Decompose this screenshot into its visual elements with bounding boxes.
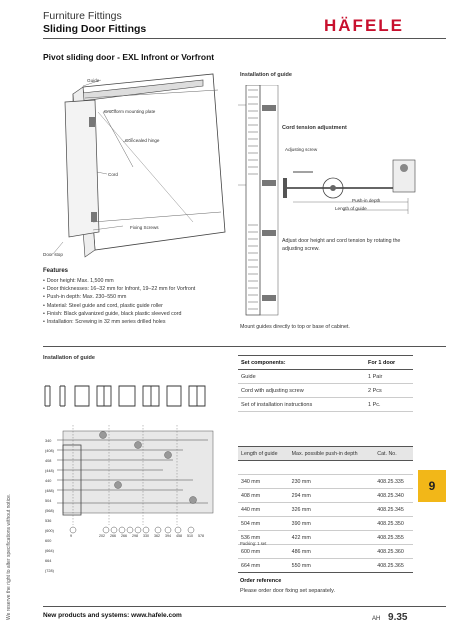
footer-page-number: 9.35 bbox=[388, 612, 408, 623]
dim-row: 504 (568) bbox=[45, 499, 54, 513]
table-cell: 550 mm bbox=[291, 562, 311, 569]
table-cell: 2 Pcs bbox=[368, 387, 382, 394]
components-table bbox=[238, 355, 413, 412]
label-door-stop: Door stop bbox=[43, 252, 63, 257]
dim-row: 340 (408) bbox=[45, 439, 54, 453]
hinge-bottom bbox=[91, 212, 97, 222]
table-cell: 600 mm bbox=[241, 548, 261, 555]
brand-logo: HÄFELE bbox=[324, 16, 404, 35]
header-category: Furniture Fittings bbox=[43, 10, 122, 22]
middle-rule bbox=[43, 346, 446, 347]
feature-item: • Installation: Screwing in 32 mm series drilled holes bbox=[43, 318, 195, 326]
cabinet-diagram bbox=[43, 72, 233, 267]
table-row bbox=[238, 503, 413, 517]
table-cell: 408.25.350 bbox=[377, 520, 404, 527]
table-cell: 536 mm bbox=[241, 534, 261, 541]
dim-row: 440 (488) bbox=[45, 479, 54, 493]
table-cell: 1 Pair bbox=[368, 373, 383, 380]
dim-row: 600 (664) bbox=[45, 539, 54, 553]
side-note-text: We reserve the right to alter specifications without notice. bbox=[6, 493, 12, 620]
side-note bbox=[6, 440, 16, 620]
installation-title: Installation of guide bbox=[240, 72, 292, 78]
label-cord: Cord bbox=[108, 172, 118, 177]
table-cell: 326 mm bbox=[291, 506, 311, 513]
dim-label: 458 bbox=[176, 534, 182, 538]
table-row bbox=[238, 489, 413, 503]
dim-label: 9 bbox=[70, 534, 72, 538]
table-row bbox=[238, 545, 413, 559]
table-cell: 408.25.360 bbox=[377, 548, 404, 555]
dim-label: 330 bbox=[143, 534, 149, 538]
label-hinge: Concealed hinge bbox=[125, 138, 160, 143]
feature-item: • Door thicknesses: 16–32 mm for Infront, 19–22 mm for Vorfront bbox=[43, 285, 195, 293]
table-row bbox=[238, 475, 413, 489]
mount-note: Mount guides directly to top or base of cabinet. bbox=[240, 324, 350, 330]
table-header-cell: Length of guide bbox=[241, 450, 278, 457]
table-cell: 422 mm bbox=[291, 534, 311, 541]
table-header-cell: Max. possible push-in depth bbox=[291, 450, 358, 457]
table-cell: Guide bbox=[241, 373, 256, 380]
feature-item: • Material: Steel guide and cord, plastic guide roller bbox=[43, 302, 195, 310]
table-cell: 408.25.355 bbox=[377, 534, 404, 541]
table-header-cell: Cat. No. bbox=[377, 450, 397, 457]
table-cell: 408 mm bbox=[241, 492, 261, 499]
table-cell: 408.25.365 bbox=[377, 562, 404, 569]
dim-label: 510 bbox=[187, 534, 193, 538]
table-row bbox=[238, 398, 413, 412]
install-bottom-title: Installation of guide bbox=[43, 355, 95, 361]
table-cell: Cord with adjusting screw bbox=[241, 387, 304, 394]
dim-row: 664 (728) bbox=[45, 559, 54, 573]
footer-page bbox=[372, 612, 407, 623]
spacer-row bbox=[238, 461, 413, 475]
order-reference-text: Please order door fixing set separately. bbox=[240, 588, 335, 594]
order-reference-title: Order reference bbox=[240, 578, 282, 584]
feature-item: • Finish: Black galvanized guide, black plastic sleeved cord bbox=[43, 310, 195, 318]
table-cell: 1 Pc. bbox=[368, 401, 381, 408]
door-sequence-diagram bbox=[43, 382, 218, 412]
table-cell: 340 mm bbox=[241, 478, 261, 485]
dim-row: 408 (448) bbox=[45, 459, 54, 473]
cord-tension-title: Cord tension adjustment bbox=[282, 125, 347, 131]
dim-label: 298 bbox=[132, 534, 138, 538]
feature-item: • Push-in depth: Max. 230–550 mm bbox=[43, 293, 195, 301]
dim-label: 394 bbox=[165, 534, 171, 538]
dim-label: 266 bbox=[110, 534, 116, 538]
label-screws: Fixing Screws bbox=[130, 225, 159, 230]
guide-header-row bbox=[238, 447, 413, 461]
table-cell: 486 mm bbox=[291, 548, 311, 555]
guide-table bbox=[238, 446, 413, 573]
table-row bbox=[238, 559, 413, 573]
features-heading: Features bbox=[43, 268, 69, 274]
table-cell: 408.25.335 bbox=[377, 478, 404, 485]
label-push-in-depth: Push-in depth bbox=[352, 198, 381, 203]
cord-tension-diagram bbox=[283, 140, 433, 225]
table-cell: 294 mm bbox=[291, 492, 311, 499]
components-header-row bbox=[238, 356, 413, 370]
feature-item: • Door height: Max. 1,500 mm bbox=[43, 277, 195, 285]
dim-label: 578 bbox=[198, 534, 204, 538]
footer-section: AH bbox=[372, 616, 381, 622]
adjust-note: Adjust door height and cord tension by rotating the adjusting screw. bbox=[282, 238, 401, 253]
dim-label: 362 bbox=[154, 534, 160, 538]
table-cell: Set of installation instructions bbox=[241, 401, 313, 408]
section-title: Pivot sliding door - EXL Infront or Vorfront bbox=[43, 52, 215, 62]
chapter-tab: 9 bbox=[418, 470, 446, 502]
table-cell: 664 mm bbox=[241, 562, 261, 569]
table-header-cell: Set components: bbox=[241, 359, 286, 366]
table-row bbox=[238, 370, 413, 384]
table-cell: 408.25.340 bbox=[377, 492, 404, 499]
bottom-dimension-list bbox=[70, 534, 220, 538]
label-cruciform: Cruciform mounting plate bbox=[104, 109, 156, 114]
table-cell: 408.25.345 bbox=[377, 506, 404, 513]
dim-label: 266 bbox=[121, 534, 127, 538]
dim-row: 536 (600) bbox=[45, 519, 54, 533]
table-row bbox=[238, 517, 413, 531]
packing-note: Packing: 1 set bbox=[240, 541, 267, 546]
hinge-top bbox=[89, 117, 95, 127]
features-list bbox=[43, 277, 195, 326]
table-cell: 390 mm bbox=[291, 520, 311, 527]
left-dimension-list bbox=[45, 436, 61, 576]
label-guide: Guide bbox=[87, 78, 100, 83]
dim-label: 202 bbox=[99, 534, 105, 538]
table-cell: 230 mm bbox=[291, 478, 311, 485]
cabinet-back bbox=[83, 74, 225, 250]
table-row bbox=[238, 384, 413, 398]
table-cell: 440 mm bbox=[241, 506, 261, 513]
cabinet-top bbox=[73, 80, 203, 102]
table-header-cell: For 1 door bbox=[368, 359, 396, 366]
table-cell: 504 mm bbox=[241, 520, 261, 527]
footer-website: New products and systems: www.hafele.com bbox=[43, 612, 182, 619]
guide-installation-diagram bbox=[43, 415, 218, 540]
header-rule bbox=[43, 38, 446, 39]
label-adjusting-screw: Adjusting screw bbox=[285, 147, 318, 152]
footer-rule bbox=[43, 606, 446, 607]
header-title: Sliding Door Fittings bbox=[43, 23, 147, 35]
label-length-of-guide: Length of guide bbox=[335, 206, 367, 211]
